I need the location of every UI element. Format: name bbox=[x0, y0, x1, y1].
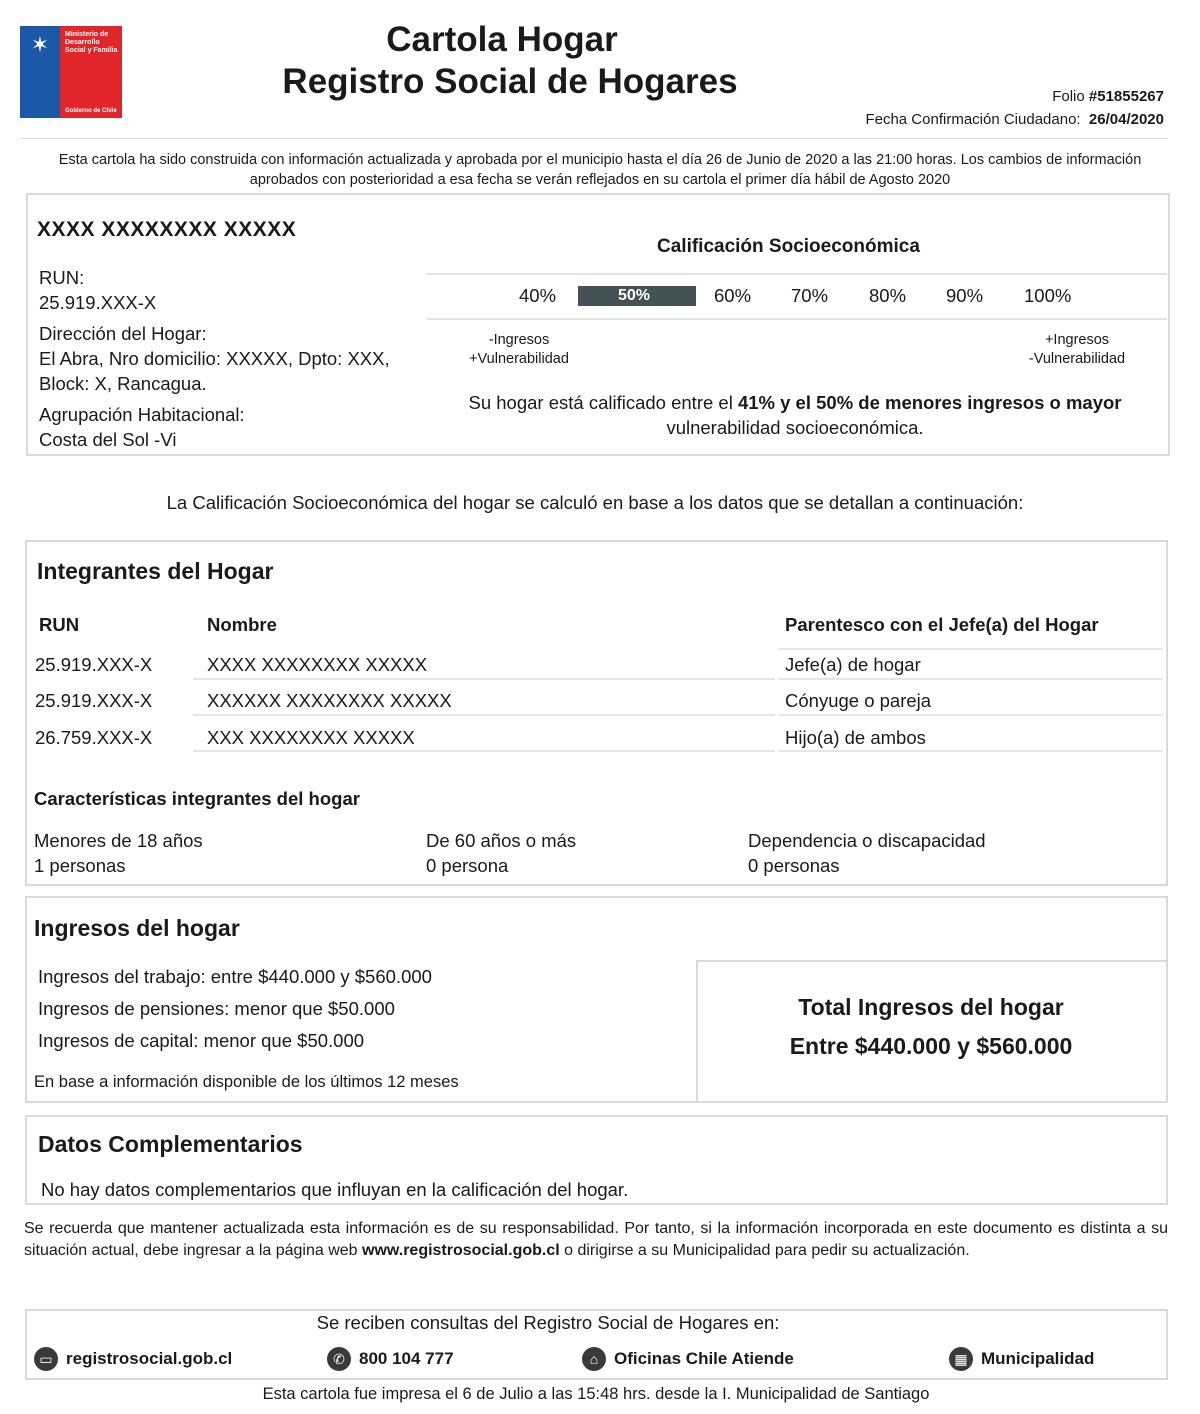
row-divider bbox=[193, 750, 775, 752]
contact-web-label: registrosocial.gob.cl bbox=[66, 1349, 233, 1368]
run-label: RUN: bbox=[39, 267, 85, 288]
update-notice: Esta cartola ha sido construida con información actualizada y aprobada por el municipio hasta el día 26 de Junio de 2020 a las 21:00 horas. Los cambios de información aprobados con posterioridad a esa fecha se verán reflejados en su cartola el primer día hábil de Agosto 2020 bbox=[58, 152, 1142, 188]
scale-left-label-2: +Vulnerabilidad bbox=[469, 351, 569, 367]
phone-icon: ✆ bbox=[327, 1347, 351, 1371]
scale-100: 100% bbox=[1024, 285, 1072, 306]
reminder-post: o dirigirse a su Municipalidad para pedir su actualización. bbox=[559, 1242, 970, 1259]
ingresos-capital: Ingresos de capital: menor que $50.000 bbox=[38, 1030, 365, 1051]
total-ingresos-title: Total Ingresos del hogar bbox=[798, 994, 1064, 1020]
menores-label: Menores de 18 años bbox=[34, 830, 203, 851]
consultas-title: Se reciben consultas del Registro Social de Hogares en: bbox=[316, 1312, 780, 1333]
row-3-nombre: XXX XXXXXXXX XXXXX bbox=[207, 727, 415, 748]
group-label: Agrupación Habitacional: bbox=[39, 404, 245, 425]
mayores-value: 0 persona bbox=[426, 855, 509, 876]
col-run: RUN bbox=[39, 614, 80, 635]
gov-logo-text: Gobierno de Chile bbox=[65, 108, 117, 114]
folio bbox=[1052, 88, 1164, 105]
scale-90: 90% bbox=[946, 285, 984, 306]
building-icon: ▦ bbox=[949, 1347, 973, 1371]
ministry-logo bbox=[20, 26, 122, 118]
dependencia-value: 0 personas bbox=[748, 855, 840, 876]
scale-bottom-line bbox=[427, 318, 1167, 320]
dependencia-label: Dependencia o discapacidad bbox=[748, 830, 986, 851]
contact-phone[interactable] bbox=[327, 1347, 454, 1371]
scale-70: 70% bbox=[791, 285, 829, 306]
ministry-logo-text: Ministerio de Desarrollo Social y Familia bbox=[65, 31, 118, 54]
monitor-icon: ▭ bbox=[34, 1347, 58, 1371]
row-2-parentesco: Cónyuge o pareja bbox=[785, 690, 932, 711]
row-2-run: 25.919.XXX-X bbox=[35, 690, 153, 711]
scale-right-label bbox=[1010, 331, 1144, 369]
address-line2: Block: X, Rancagua. bbox=[39, 373, 207, 394]
row-divider bbox=[779, 714, 1163, 716]
row-2-nombre: XXXXXX XXXXXXXX XXXXX bbox=[207, 690, 452, 711]
group-value: Costa del Sol -Vi bbox=[39, 429, 177, 450]
scale-top-line bbox=[427, 273, 1167, 275]
intro-text: La Calificación Socioeconómica del hogar se calculó en base a los datos que se detallan a continuación: bbox=[166, 492, 1024, 513]
registrosocial-link[interactable]: www.registrosocial.gob.cl bbox=[362, 1242, 560, 1259]
scale-right-label-2: -Vulnerabilidad bbox=[1028, 351, 1126, 367]
contact-web[interactable] bbox=[34, 1347, 232, 1371]
ingresos-trabajo: Ingresos del trabajo: entre $440.000 y $560.000 bbox=[38, 966, 432, 987]
chile-star-icon: ✶ bbox=[30, 32, 50, 57]
fecha-label: Fecha Confirmación Ciudadano: bbox=[865, 111, 1081, 128]
col-nombre: Nombre bbox=[207, 614, 277, 635]
fecha-confirmacion bbox=[865, 111, 1164, 128]
person-name: XXXX XXXXXXXX XXXXX bbox=[37, 218, 297, 241]
address-label: Dirección del Hogar: bbox=[39, 323, 207, 344]
scale-left-label-1: -Ingresos bbox=[488, 332, 550, 348]
ingresos-pensiones: Ingresos de pensiones: menor que $50.000 bbox=[38, 998, 395, 1019]
address-line1: El Abra, Nro domicilio: XXXXX, Dpto: XXX, bbox=[39, 348, 390, 369]
row-1-parentesco: Jefe(a) de hogar bbox=[785, 654, 921, 675]
mayores-label: De 60 años o más bbox=[426, 830, 577, 851]
scale-right-label-1: +Ingresos bbox=[1044, 332, 1110, 348]
reminder-pre: Se recuerda que mantener actualizada esta información es de su responsabilidad. Por tanto, si la información incorporada en este documento es distinta a su situación actual, debe ingresar a la página web bbox=[24, 1220, 1168, 1259]
contact-oficinas[interactable] bbox=[582, 1347, 794, 1371]
page-title: Cartola Hogar bbox=[386, 20, 618, 59]
complementarios-text: No hay datos complementarios que influyan en la calificación del hogar. bbox=[41, 1179, 629, 1200]
divider bbox=[20, 138, 1168, 139]
fecha-value: 26/04/2020 bbox=[1088, 111, 1164, 128]
print-footer: Esta cartola fue impresa el 6 de Julio a las 15:48 hrs. desde la I. Municipalidad de Santiago bbox=[262, 1385, 930, 1403]
summary-post: vulnerabilidad socioeconómica. bbox=[666, 417, 924, 438]
row-3-run: 26.759.XXX-X bbox=[35, 727, 153, 748]
scale-80: 80% bbox=[869, 285, 907, 306]
summary-bold: 41% y el 50% de menores ingresos o mayor bbox=[737, 392, 1122, 413]
contact-oficinas-label: Oficinas Chile Atiende bbox=[614, 1349, 794, 1368]
folio-label: Folio bbox=[1052, 88, 1089, 105]
row-divider bbox=[779, 678, 1163, 680]
run-value: 25.919.XXX-X bbox=[39, 292, 157, 313]
contact-phone-label: 800 104 777 bbox=[359, 1349, 454, 1368]
reminder-text bbox=[24, 1218, 1168, 1262]
row-divider bbox=[193, 714, 775, 716]
calificacion-title: Calificación Socioeconómica bbox=[657, 236, 920, 257]
contact-municipalidad-label: Municipalidad bbox=[981, 1349, 1095, 1368]
scale-40: 40% bbox=[519, 285, 557, 306]
integrantes-title: Integrantes del Hogar bbox=[37, 558, 274, 584]
total-ingresos-value: Entre $440.000 y $560.000 bbox=[789, 1033, 1073, 1059]
ingresos-title: Ingresos del hogar bbox=[34, 915, 240, 941]
row-divider bbox=[193, 678, 775, 680]
contact-municipalidad[interactable] bbox=[949, 1347, 1094, 1371]
row-1-nombre: XXXX XXXXXXXX XXXXX bbox=[207, 654, 428, 675]
caracteristicas-title: Características integrantes del hogar bbox=[34, 788, 360, 809]
folio-value: #51855267 bbox=[1088, 88, 1164, 105]
col-parentesco: Parentesco con el Jefe(a) del Hogar bbox=[785, 614, 1099, 635]
row-3-parentesco: Hijo(a) de ambos bbox=[785, 727, 926, 748]
scale-50-selected: 50% bbox=[578, 286, 696, 306]
total-ingresos-box bbox=[696, 960, 1166, 1102]
row-1-run: 25.919.XXX-X bbox=[35, 654, 153, 675]
complementarios-title: Datos Complementarios bbox=[38, 1131, 303, 1157]
scale-left-label bbox=[452, 331, 586, 369]
menores-value: 1 personas bbox=[34, 855, 126, 876]
summary-pre: Su hogar está calificado entre el bbox=[468, 392, 738, 413]
row-divider bbox=[779, 750, 1163, 752]
calificacion-summary bbox=[430, 390, 1160, 440]
ingresos-note: En base a información disponible de los últimos 12 meses bbox=[34, 1073, 459, 1091]
scale-60: 60% bbox=[714, 285, 752, 306]
row-divider bbox=[779, 648, 1163, 650]
home-icon: ⌂ bbox=[582, 1347, 606, 1371]
page-subtitle: Registro Social de Hogares bbox=[282, 62, 738, 101]
